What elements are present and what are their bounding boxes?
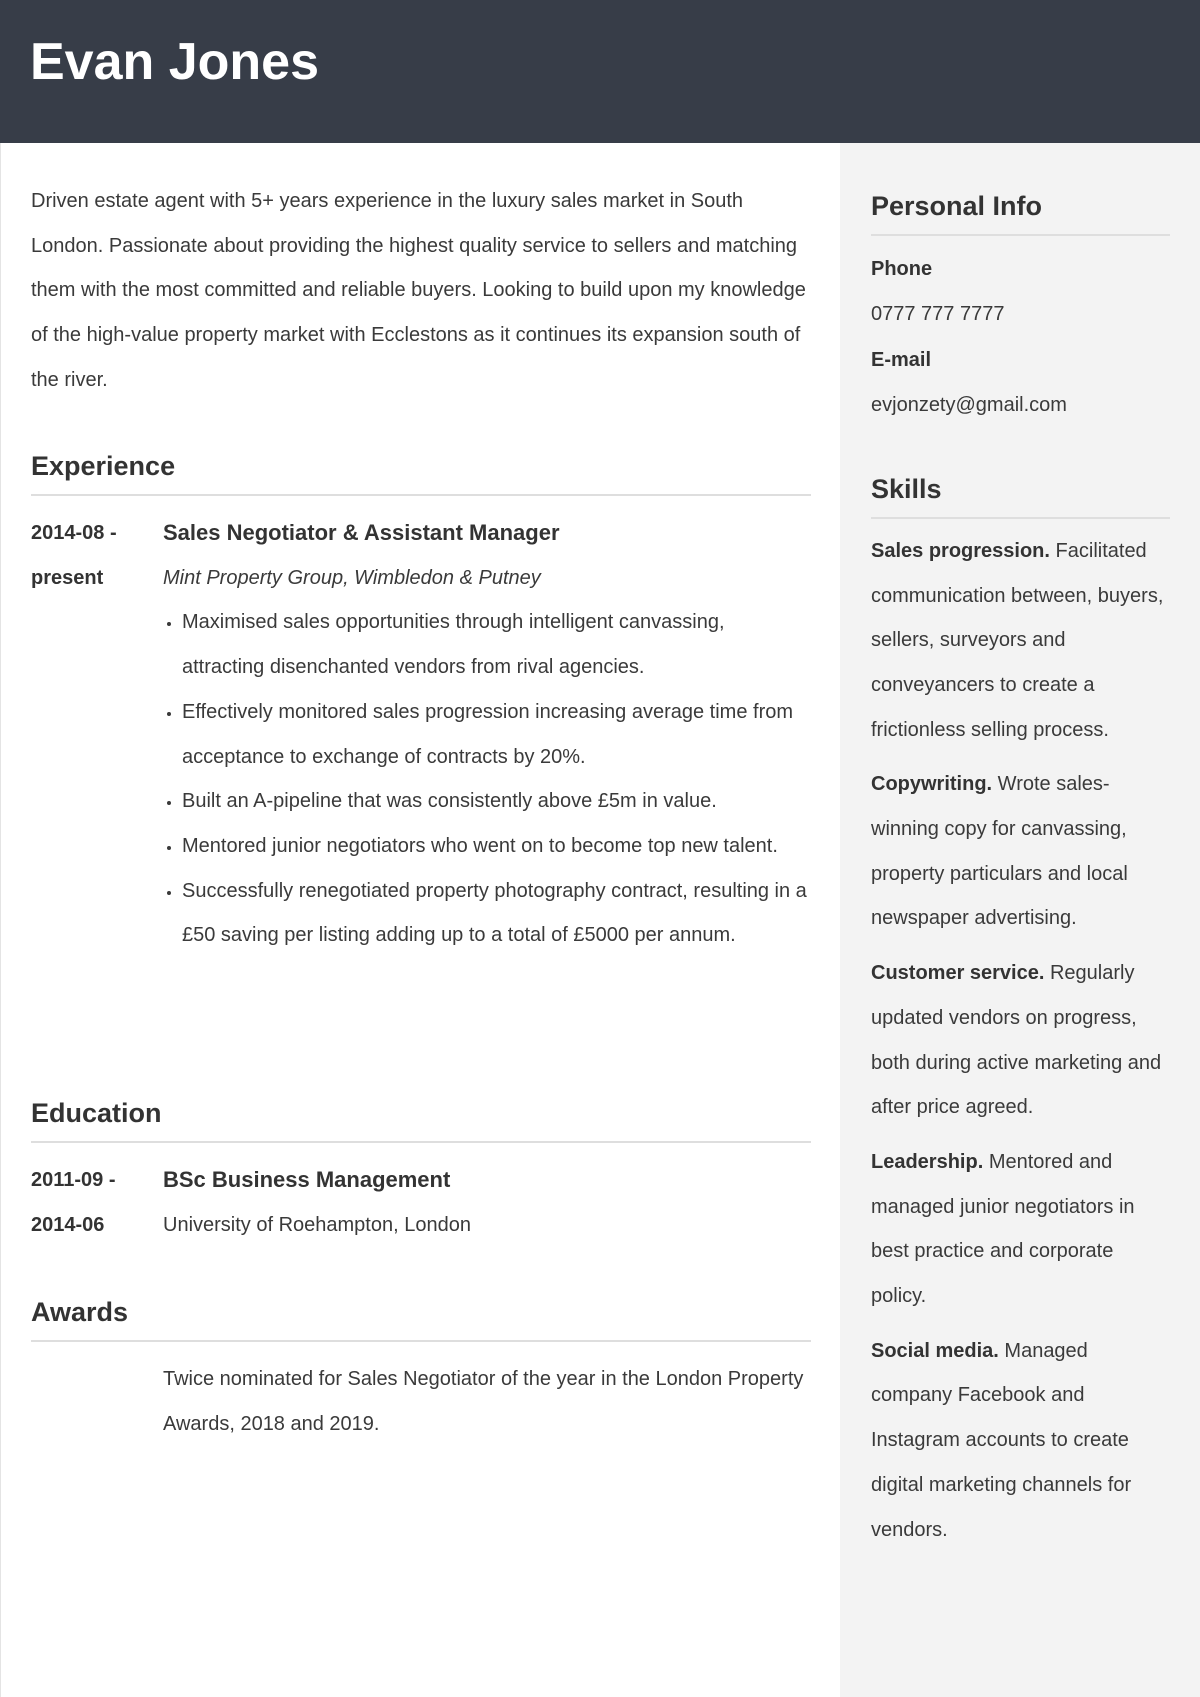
school: University of Roehampton, London	[163, 1213, 471, 1236]
job-title: Sales Negotiator & Assistant Manager	[163, 520, 560, 545]
skills-heading: Skills	[871, 471, 1170, 519]
education-heading: Education	[31, 1095, 811, 1143]
resume-header	[0, 0, 1200, 143]
bullet-list	[163, 600, 811, 958]
main-column	[0, 143, 840, 1697]
education-section	[31, 1095, 811, 1247]
entry-date	[31, 1158, 163, 1247]
awards-section	[31, 1294, 811, 1446]
skill-item	[871, 1329, 1170, 1553]
awards-heading: Awards	[31, 1294, 811, 1342]
bullet: • Effectively monitored sales progression increasing average time from acceptance to exchange of contracts by 20%.	[182, 690, 811, 779]
skill-name: Customer service.	[871, 962, 1045, 985]
skill-desc: Regularly updated vendors on progress, both during active marketing and after price agreed.	[871, 962, 1162, 1119]
summary: Driven estate agent with 5+ years experience in the luxury sales market in South London. Passionate about providing the highest quality service to sellers and matching them with the most committed and reliable buyers. Looking to build upon my knowledge of the high-value property market with Ecclestons as it continues its expansion south of the river.	[31, 190, 806, 391]
candidate-name: Evan Jones	[30, 33, 320, 91]
skill-item	[871, 951, 1170, 1130]
bullet: • Built an A-pipeline that was consistently above £5m in value.	[182, 779, 811, 824]
date-end: present	[31, 566, 104, 589]
personal-info-heading: Personal Info	[871, 188, 1170, 236]
phone-label: Phone	[871, 258, 933, 280]
award-date-spacer	[31, 1357, 163, 1446]
award-entry	[31, 1357, 811, 1446]
skill-item	[871, 762, 1170, 941]
skill-desc: Mentored and managed junior negotiators in best practice and corporate policy.	[871, 1150, 1135, 1308]
bullet: • Mentored junior negotiators who went on to become top new talent.	[182, 824, 811, 869]
experience-section	[31, 448, 811, 958]
skill-name: Copywriting.	[871, 773, 993, 796]
experience-heading: Experience	[31, 448, 811, 496]
date-end: 2014-06	[31, 1213, 105, 1236]
skill-desc: Facilitated communication between, buyers, sellers, surveyors and conveyancers to create a frictionless selling process.	[871, 539, 1164, 741]
bullet: • Maximised sales opportunities through intelligent canvassing, attracting disenchanted vendors from rival agencies.	[182, 600, 811, 689]
skill-name: Sales progression.	[871, 539, 1050, 562]
bullet: • Successfully renegotiated property photography contract, resulting in a £50 saving per listing adding up to a total of £5000 per annum.	[182, 869, 811, 958]
education-entry	[31, 1158, 811, 1247]
entry-date	[31, 511, 163, 958]
skill-desc: Managed company Facebook and Instagram accounts to create digital marketing channels for vendors.	[871, 1339, 1132, 1541]
email-label: E-mail	[871, 349, 932, 372]
date-start: 2014-08 -	[31, 522, 117, 544]
skill-item	[871, 1140, 1170, 1319]
award-text: Twice nominated for Sales Negotiator of the year in the London Property Awards, 2018 and 2019.	[163, 1368, 804, 1435]
email-value: evjonzety@gmail.com	[871, 394, 1067, 417]
skill-name: Social media.	[871, 1339, 999, 1362]
experience-entry	[31, 511, 811, 958]
skill-desc: Wrote sales-winning copy for canvassing, property particulars and local newspaper advertising.	[871, 773, 1128, 930]
sidebar	[840, 143, 1200, 1697]
phone-value: 0777 777 7777	[871, 302, 1005, 325]
degree: BSc Business Management	[163, 1167, 451, 1192]
date-start: 2011-09 -	[31, 1169, 116, 1191]
company: Mint Property Group, Wimbledon & Putney	[163, 566, 541, 589]
skill-item	[871, 529, 1170, 753]
skills-list	[871, 529, 1170, 1552]
skill-name: Leadership.	[871, 1150, 984, 1173]
